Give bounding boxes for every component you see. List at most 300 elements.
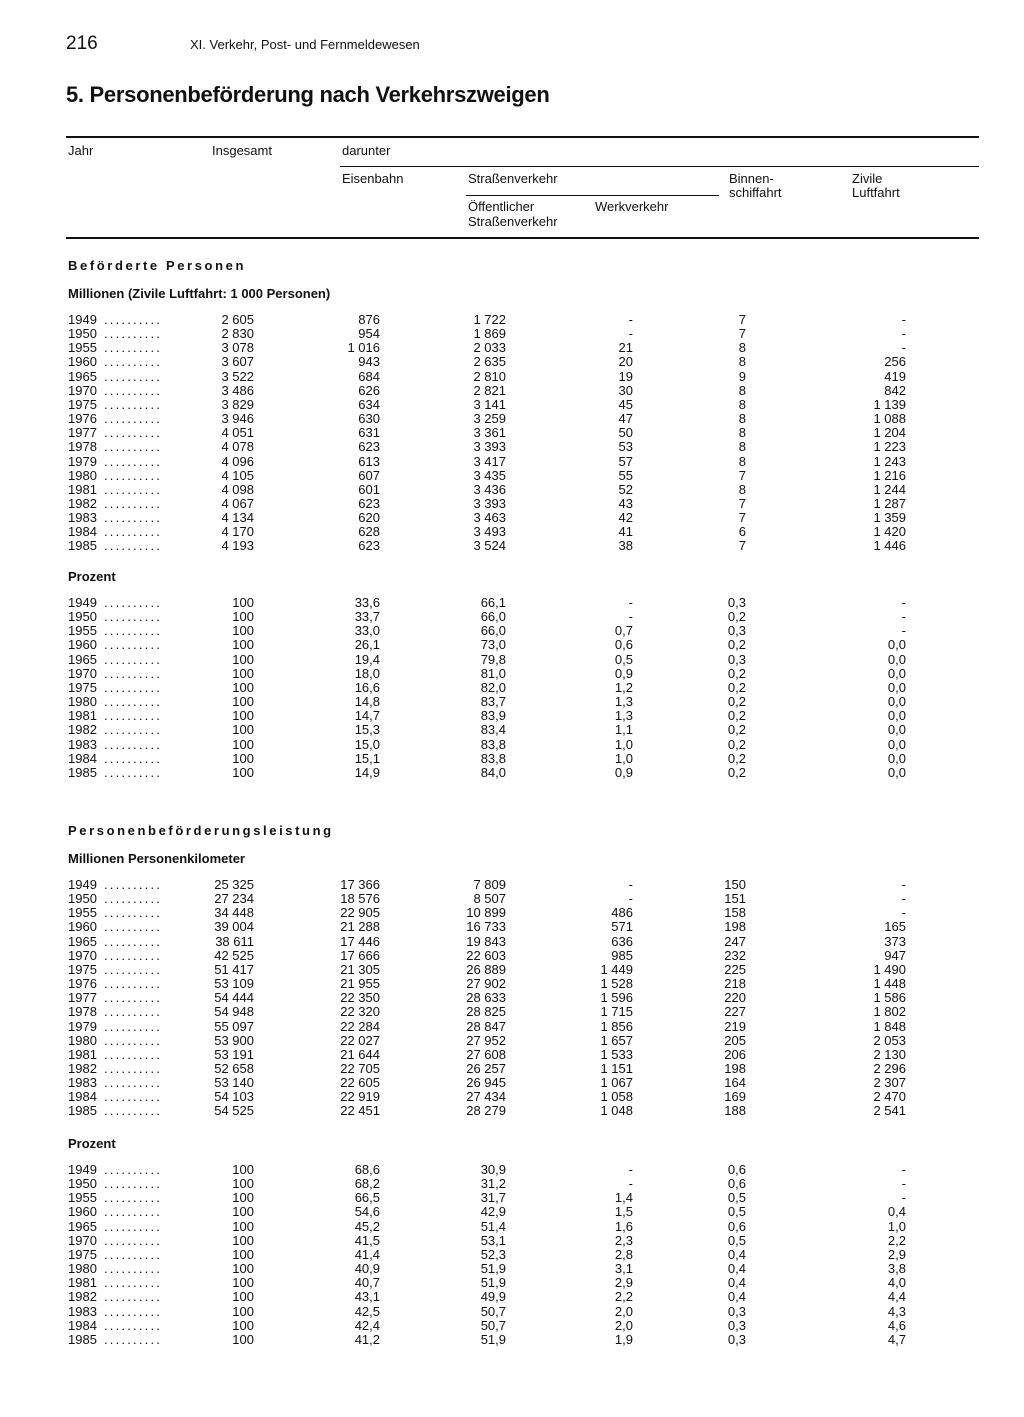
- cell-oeffentlicher-strassenverkehr: 26 257: [466, 1061, 506, 1076]
- cell-eisenbahn: 15,1: [354, 751, 380, 766]
- cell-oeffentlicher-strassenverkehr: 50,7: [480, 1304, 506, 1319]
- cell-oeffentlicher-strassenverkehr: 83,8: [480, 737, 506, 752]
- cell-binnenschiffahrt: 7: [738, 496, 746, 511]
- cell-binnenschiffahrt: 7: [738, 510, 746, 525]
- cell-insgesamt: 100: [232, 623, 254, 638]
- cell-zivile-luftfahrt: -: [901, 595, 906, 610]
- cell-werkverkehr: 42: [618, 510, 633, 525]
- cell-insgesamt: 100: [232, 652, 254, 667]
- cell-werkverkehr: 636: [611, 934, 633, 949]
- cell-eisenbahn: 607: [358, 468, 380, 483]
- cell-jahr: 1949: [68, 1162, 97, 1177]
- cell-eisenbahn: 626: [358, 383, 380, 398]
- cell-jahr: 1984: [68, 524, 97, 539]
- cell-zivile-luftfahrt: 0,0: [887, 694, 906, 709]
- cell-zivile-luftfahrt: -: [901, 891, 906, 906]
- cell-eisenbahn: 623: [358, 439, 380, 454]
- cell-insgesamt: 54 948: [214, 1004, 254, 1019]
- cell-insgesamt: 4 193: [221, 538, 254, 553]
- cell-insgesamt: 25 325: [214, 877, 254, 892]
- leader-dots: ..........: [104, 1089, 163, 1104]
- cell-insgesamt: 100: [232, 1176, 254, 1191]
- cell-insgesamt: 100: [232, 666, 254, 681]
- cell-zivile-luftfahrt: 0,4: [887, 1204, 906, 1219]
- cell-zivile-luftfahrt: 0,0: [887, 751, 906, 766]
- cell-zivile-luftfahrt: 0,0: [887, 722, 906, 737]
- cell-jahr: 1976: [68, 976, 97, 991]
- cell-jahr: 1985: [68, 538, 97, 553]
- leader-dots: ..........: [104, 369, 163, 384]
- cell-eisenbahn: 631: [358, 425, 380, 440]
- cell-jahr: 1983: [68, 1075, 97, 1090]
- leader-dots: ..........: [104, 1061, 163, 1076]
- leader-dots: ..........: [104, 312, 163, 327]
- cell-zivile-luftfahrt: 1 802: [873, 1004, 906, 1019]
- leader-dots: ..........: [104, 510, 163, 525]
- cell-binnenschiffahrt: 225: [724, 962, 746, 977]
- cell-oeffentlicher-strassenverkehr: 10 899: [466, 905, 506, 920]
- cell-eisenbahn: 43,1: [354, 1289, 380, 1304]
- cell-jahr: 1960: [68, 1204, 97, 1219]
- cell-insgesamt: 4 078: [221, 439, 254, 454]
- cell-oeffentlicher-strassenverkehr: 30,9: [480, 1162, 506, 1177]
- cell-insgesamt: 3 078: [221, 340, 254, 355]
- unit-heading: Millionen (Zivile Luftfahrt: 1 000 Personen): [68, 286, 331, 301]
- cell-werkverkehr: 0,6: [614, 637, 633, 652]
- table-row: [0, 878, 1024, 892]
- cell-binnenschiffahrt: 0,2: [727, 765, 746, 780]
- cell-werkverkehr: 2,8: [614, 1247, 633, 1262]
- leader-dots: ..........: [104, 1219, 163, 1234]
- cell-jahr: 1981: [68, 482, 97, 497]
- cell-zivile-luftfahrt: -: [901, 312, 906, 327]
- leader-dots: ..........: [104, 326, 163, 341]
- table-row: [0, 355, 1024, 369]
- cell-zivile-luftfahrt: 4,3: [887, 1304, 906, 1319]
- leader-dots: ..........: [104, 680, 163, 695]
- unit-heading: Prozent: [68, 569, 116, 584]
- cell-binnenschiffahrt: 0,2: [727, 680, 746, 695]
- cell-werkverkehr: 43: [618, 496, 633, 511]
- cell-werkverkehr: 1 067: [600, 1075, 633, 1090]
- cell-oeffentlicher-strassenverkehr: 26 889: [466, 962, 506, 977]
- cell-werkverkehr: 1 048: [600, 1103, 633, 1118]
- cell-werkverkehr: 45: [618, 397, 633, 412]
- cell-oeffentlicher-strassenverkehr: 82,0: [480, 680, 506, 695]
- cell-oeffentlicher-strassenverkehr: 51,9: [480, 1261, 506, 1276]
- header-bottom-rule: [66, 237, 979, 239]
- leader-dots: ..........: [104, 708, 163, 723]
- cell-zivile-luftfahrt: 2 296: [873, 1061, 906, 1076]
- cell-eisenbahn: 22 705: [340, 1061, 380, 1076]
- cell-oeffentlicher-strassenverkehr: 3 524: [473, 538, 506, 553]
- cell-eisenbahn: 22 320: [340, 1004, 380, 1019]
- leader-dots: ..........: [104, 524, 163, 539]
- cell-insgesamt: 54 103: [214, 1089, 254, 1104]
- cell-jahr: 1982: [68, 722, 97, 737]
- cell-oeffentlicher-strassenverkehr: 83,4: [480, 722, 506, 737]
- cell-jahr: 1983: [68, 1304, 97, 1319]
- cell-insgesamt: 3 486: [221, 383, 254, 398]
- table-row: [0, 752, 1024, 766]
- cell-werkverkehr: 0,9: [614, 666, 633, 681]
- cell-werkverkehr: 1,9: [614, 1332, 633, 1347]
- cell-eisenbahn: 21 644: [340, 1047, 380, 1062]
- cell-zivile-luftfahrt: 419: [884, 369, 906, 384]
- cell-eisenbahn: 68,2: [354, 1176, 380, 1191]
- cell-binnenschiffahrt: 0,2: [727, 666, 746, 681]
- cell-eisenbahn: 14,7: [354, 708, 380, 723]
- cell-jahr: 1985: [68, 765, 97, 780]
- table-row: [0, 596, 1024, 610]
- leader-dots: ..........: [104, 1176, 163, 1191]
- running-head: XI. Verkehr, Post- und Fernmeldewesen: [190, 37, 420, 52]
- table-row: [0, 341, 1024, 355]
- cell-binnenschiffahrt: 164: [724, 1075, 746, 1090]
- cell-oeffentlicher-strassenverkehr: 42,9: [480, 1204, 506, 1219]
- cell-insgesamt: 4 098: [221, 482, 254, 497]
- cell-binnenschiffahrt: 0,3: [727, 1332, 746, 1347]
- cell-eisenbahn: 14,8: [354, 694, 380, 709]
- table-row: [0, 1220, 1024, 1234]
- leader-dots: ..........: [104, 1318, 163, 1333]
- cell-zivile-luftfahrt: 0,0: [887, 680, 906, 695]
- leader-dots: ..........: [104, 1047, 163, 1062]
- table-row: [0, 653, 1024, 667]
- cell-binnenschiffahrt: 188: [724, 1103, 746, 1118]
- leader-dots: ..........: [104, 623, 163, 638]
- cell-werkverkehr: 1 596: [600, 990, 633, 1005]
- leader-dots: ..........: [104, 1204, 163, 1219]
- table-row: [0, 384, 1024, 398]
- cell-zivile-luftfahrt: 2,9: [887, 1247, 906, 1262]
- cell-binnenschiffahrt: 0,4: [727, 1247, 746, 1262]
- cell-oeffentlicher-strassenverkehr: 2 033: [473, 340, 506, 355]
- cell-oeffentlicher-strassenverkehr: 3 141: [473, 397, 506, 412]
- cell-oeffentlicher-strassenverkehr: 84,0: [480, 765, 506, 780]
- cell-eisenbahn: 40,9: [354, 1261, 380, 1276]
- cell-oeffentlicher-strassenverkehr: 3 361: [473, 425, 506, 440]
- cell-insgesamt: 100: [232, 737, 254, 752]
- section-title: Beförderte Personen: [68, 258, 246, 273]
- cell-binnenschiffahrt: 0,3: [727, 595, 746, 610]
- cell-werkverkehr: 1 449: [600, 962, 633, 977]
- cell-oeffentlicher-strassenverkehr: 2 810: [473, 369, 506, 384]
- cell-jahr: 1978: [68, 439, 97, 454]
- cell-binnenschiffahrt: 7: [738, 538, 746, 553]
- cell-werkverkehr: 1,0: [614, 737, 633, 752]
- cell-oeffentlicher-strassenverkehr: 16 733: [466, 919, 506, 934]
- cell-eisenbahn: 33,7: [354, 609, 380, 624]
- cell-zivile-luftfahrt: 1 223: [873, 439, 906, 454]
- cell-zivile-luftfahrt: 1 139: [873, 397, 906, 412]
- cell-eisenbahn: 41,5: [354, 1233, 380, 1248]
- cell-binnenschiffahrt: 0,5: [727, 1204, 746, 1219]
- cell-oeffentlicher-strassenverkehr: 22 603: [466, 948, 506, 963]
- cell-insgesamt: 100: [232, 1318, 254, 1333]
- leader-dots: ..........: [104, 934, 163, 949]
- cell-oeffentlicher-strassenverkehr: 3 435: [473, 468, 506, 483]
- table-row: [0, 695, 1024, 709]
- cell-insgesamt: 100: [232, 637, 254, 652]
- cell-jahr: 1949: [68, 312, 97, 327]
- cell-insgesamt: 3 607: [221, 354, 254, 369]
- header-zivile-luftfahrt-line1: Zivile: [852, 171, 883, 186]
- cell-insgesamt: 100: [232, 708, 254, 723]
- cell-zivile-luftfahrt: 0,0: [887, 737, 906, 752]
- cell-oeffentlicher-strassenverkehr: 73,0: [480, 637, 506, 652]
- cell-werkverkehr: 1 058: [600, 1089, 633, 1104]
- cell-zivile-luftfahrt: 256: [884, 354, 906, 369]
- cell-oeffentlicher-strassenverkehr: 31,2: [480, 1176, 506, 1191]
- cell-eisenbahn: 45,2: [354, 1219, 380, 1234]
- cell-zivile-luftfahrt: 2 130: [873, 1047, 906, 1062]
- cell-binnenschiffahrt: 8: [738, 482, 746, 497]
- cell-zivile-luftfahrt: 1 448: [873, 976, 906, 991]
- cell-binnenschiffahrt: 0,3: [727, 1318, 746, 1333]
- leader-dots: ..........: [104, 905, 163, 920]
- leader-dots: ..........: [104, 765, 163, 780]
- cell-eisenbahn: 876: [358, 312, 380, 327]
- unit-heading: Prozent: [68, 1136, 116, 1151]
- table-row: [0, 991, 1024, 1005]
- cell-binnenschiffahrt: 0,3: [727, 1304, 746, 1319]
- cell-eisenbahn: 21 305: [340, 962, 380, 977]
- cell-werkverkehr: -: [628, 326, 633, 341]
- table-row: [0, 455, 1024, 469]
- cell-werkverkehr: 2,3: [614, 1233, 633, 1248]
- leader-dots: ..........: [104, 496, 163, 511]
- leader-dots: ..........: [104, 1019, 163, 1034]
- table-row: [0, 483, 1024, 497]
- cell-eisenbahn: 33,6: [354, 595, 380, 610]
- table-row: [0, 1205, 1024, 1219]
- table-row: [0, 723, 1024, 737]
- cell-zivile-luftfahrt: 0,0: [887, 708, 906, 723]
- cell-oeffentlicher-strassenverkehr: 31,7: [480, 1190, 506, 1205]
- cell-zivile-luftfahrt: 373: [884, 934, 906, 949]
- cell-jahr: 1976: [68, 411, 97, 426]
- cell-eisenbahn: 54,6: [354, 1204, 380, 1219]
- table-row: [0, 525, 1024, 539]
- header-binnenschiffahrt-line2: schiffahrt: [729, 185, 782, 200]
- cell-binnenschiffahrt: 8: [738, 340, 746, 355]
- cell-werkverkehr: 1 151: [600, 1061, 633, 1076]
- header-insgesamt: Insgesamt: [212, 143, 272, 158]
- cell-werkverkehr: 19: [618, 369, 633, 384]
- cell-binnenschiffahrt: 0,2: [727, 637, 746, 652]
- cell-werkverkehr: 20: [618, 354, 633, 369]
- cell-zivile-luftfahrt: -: [901, 1190, 906, 1205]
- cell-insgesamt: 100: [232, 1289, 254, 1304]
- cell-zivile-luftfahrt: -: [901, 1176, 906, 1191]
- cell-jahr: 1949: [68, 877, 97, 892]
- table-row: [0, 1333, 1024, 1347]
- table-title: 5. Personenbeförderung nach Verkehrszweigen: [66, 82, 550, 107]
- cell-werkverkehr: 1 528: [600, 976, 633, 991]
- cell-insgesamt: 4 096: [221, 454, 254, 469]
- header-darunter: darunter: [342, 143, 391, 158]
- table-row: [0, 681, 1024, 695]
- leader-dots: ..........: [104, 919, 163, 934]
- cell-eisenbahn: 628: [358, 524, 380, 539]
- cell-binnenschiffahrt: 219: [724, 1019, 746, 1034]
- leader-dots: ..........: [104, 609, 163, 624]
- cell-eisenbahn: 623: [358, 538, 380, 553]
- leader-dots: ..........: [104, 538, 163, 553]
- header-oeffentlicher-line2: Straßenverkehr: [468, 214, 558, 229]
- leader-dots: ..........: [104, 383, 163, 398]
- cell-oeffentlicher-strassenverkehr: 27 952: [466, 1033, 506, 1048]
- cell-eisenbahn: 17 366: [340, 877, 380, 892]
- cell-binnenschiffahrt: 205: [724, 1033, 746, 1048]
- cell-werkverkehr: 2,2: [614, 1289, 633, 1304]
- cell-binnenschiffahrt: 0,5: [727, 1233, 746, 1248]
- table-row: [0, 1319, 1024, 1333]
- leader-dots: ..........: [104, 397, 163, 412]
- cell-zivile-luftfahrt: 1 287: [873, 496, 906, 511]
- cell-jahr: 1984: [68, 1318, 97, 1333]
- cell-jahr: 1980: [68, 1033, 97, 1048]
- table-row: [0, 1305, 1024, 1319]
- cell-werkverkehr: 2,9: [614, 1275, 633, 1290]
- cell-eisenbahn: 15,0: [354, 737, 380, 752]
- table-row: [0, 412, 1024, 426]
- cell-binnenschiffahrt: 7: [738, 312, 746, 327]
- cell-insgesamt: 53 140: [214, 1075, 254, 1090]
- cell-zivile-luftfahrt: 0,0: [887, 765, 906, 780]
- cell-oeffentlicher-strassenverkehr: 51,9: [480, 1332, 506, 1347]
- cell-jahr: 1960: [68, 354, 97, 369]
- table-row: [0, 1020, 1024, 1034]
- cell-jahr: 1977: [68, 990, 97, 1005]
- cell-zivile-luftfahrt: 165: [884, 919, 906, 934]
- cell-zivile-luftfahrt: -: [901, 623, 906, 638]
- cell-eisenbahn: 68,6: [354, 1162, 380, 1177]
- leader-dots: ..........: [104, 411, 163, 426]
- cell-eisenbahn: 66,5: [354, 1190, 380, 1205]
- cell-eisenbahn: 42,5: [354, 1304, 380, 1319]
- cell-werkverkehr: 41: [618, 524, 633, 539]
- cell-jahr: 1955: [68, 623, 97, 638]
- cell-oeffentlicher-strassenverkehr: 50,7: [480, 1318, 506, 1333]
- table-row: [0, 1276, 1024, 1290]
- cell-werkverkehr: 3,1: [614, 1261, 633, 1276]
- cell-eisenbahn: 634: [358, 397, 380, 412]
- cell-oeffentlicher-strassenverkehr: 53,1: [480, 1233, 506, 1248]
- cell-oeffentlicher-strassenverkehr: 81,0: [480, 666, 506, 681]
- leader-dots: ..........: [104, 1261, 163, 1276]
- leader-dots: ..........: [104, 948, 163, 963]
- table-row: [0, 1005, 1024, 1019]
- unit-heading: Millionen Personenkilometer: [68, 851, 245, 866]
- cell-oeffentlicher-strassenverkehr: 8 507: [473, 891, 506, 906]
- cell-oeffentlicher-strassenverkehr: 2 821: [473, 383, 506, 398]
- header-binnenschiffahrt-line1: Binnen-: [729, 171, 774, 186]
- cell-werkverkehr: 0,5: [614, 652, 633, 667]
- table-row: [0, 963, 1024, 977]
- cell-jahr: 1984: [68, 751, 97, 766]
- cell-werkverkehr: 1 856: [600, 1019, 633, 1034]
- cell-binnenschiffahrt: 0,2: [727, 708, 746, 723]
- table-row: [0, 949, 1024, 963]
- cell-insgesamt: 100: [232, 1162, 254, 1177]
- cell-oeffentlicher-strassenverkehr: 51,4: [480, 1219, 506, 1234]
- cell-binnenschiffahrt: 0,6: [727, 1176, 746, 1191]
- cell-zivile-luftfahrt: 1 446: [873, 538, 906, 553]
- cell-werkverkehr: 1 533: [600, 1047, 633, 1062]
- table-row: [0, 766, 1024, 780]
- cell-jahr: 1960: [68, 919, 97, 934]
- cell-zivile-luftfahrt: 1 243: [873, 454, 906, 469]
- cell-werkverkehr: -: [628, 891, 633, 906]
- leader-dots: ..........: [104, 439, 163, 454]
- page-number: 216: [66, 33, 98, 54]
- header-oeffentlicher-line1: Öffentlicher: [468, 199, 535, 214]
- cell-jahr: 1960: [68, 637, 97, 652]
- cell-werkverkehr: 571: [611, 919, 633, 934]
- cell-zivile-luftfahrt: 1 359: [873, 510, 906, 525]
- cell-zivile-luftfahrt: 1 216: [873, 468, 906, 483]
- cell-eisenbahn: 19,4: [354, 652, 380, 667]
- table-row: [0, 313, 1024, 327]
- cell-insgesamt: 34 448: [214, 905, 254, 920]
- cell-binnenschiffahrt: 0,6: [727, 1162, 746, 1177]
- cell-zivile-luftfahrt: 0,0: [887, 652, 906, 667]
- table-row: [0, 610, 1024, 624]
- cell-eisenbahn: 22 027: [340, 1033, 380, 1048]
- table-row: [0, 1248, 1024, 1262]
- cell-werkverkehr: 1,0: [614, 751, 633, 766]
- cell-insgesamt: 100: [232, 609, 254, 624]
- cell-zivile-luftfahrt: 1 848: [873, 1019, 906, 1034]
- cell-oeffentlicher-strassenverkehr: 79,8: [480, 652, 506, 667]
- cell-eisenbahn: 40,7: [354, 1275, 380, 1290]
- cell-eisenbahn: 601: [358, 482, 380, 497]
- leader-dots: ..........: [104, 1075, 163, 1090]
- table-row: [0, 440, 1024, 454]
- cell-zivile-luftfahrt: 1 204: [873, 425, 906, 440]
- table-row: [0, 497, 1024, 511]
- cell-insgesamt: 100: [232, 680, 254, 695]
- table-row: [0, 469, 1024, 483]
- cell-insgesamt: 53 191: [214, 1047, 254, 1062]
- cell-oeffentlicher-strassenverkehr: 19 843: [466, 934, 506, 949]
- cell-werkverkehr: -: [628, 312, 633, 327]
- cell-binnenschiffahrt: 0,3: [727, 623, 746, 638]
- cell-oeffentlicher-strassenverkehr: 49,9: [480, 1289, 506, 1304]
- cell-jahr: 1982: [68, 1061, 97, 1076]
- cell-binnenschiffahrt: 8: [738, 397, 746, 412]
- leader-dots: ..........: [104, 454, 163, 469]
- cell-werkverkehr: 47: [618, 411, 633, 426]
- table-row: [0, 1104, 1024, 1118]
- cell-oeffentlicher-strassenverkehr: 1 722: [473, 312, 506, 327]
- cell-binnenschiffahrt: 0,6: [727, 1219, 746, 1234]
- cell-binnenschiffahrt: 7: [738, 326, 746, 341]
- cell-binnenschiffahrt: 198: [724, 919, 746, 934]
- cell-insgesamt: 54 444: [214, 990, 254, 1005]
- cell-insgesamt: 100: [232, 595, 254, 610]
- leader-dots: ..........: [104, 1332, 163, 1347]
- cell-insgesamt: 51 417: [214, 962, 254, 977]
- cell-binnenschiffahrt: 247: [724, 934, 746, 949]
- cell-zivile-luftfahrt: 842: [884, 383, 906, 398]
- cell-zivile-luftfahrt: 4,0: [887, 1275, 906, 1290]
- leader-dots: ..........: [104, 1103, 163, 1118]
- table-row: [0, 1234, 1024, 1248]
- cell-eisenbahn: 623: [358, 496, 380, 511]
